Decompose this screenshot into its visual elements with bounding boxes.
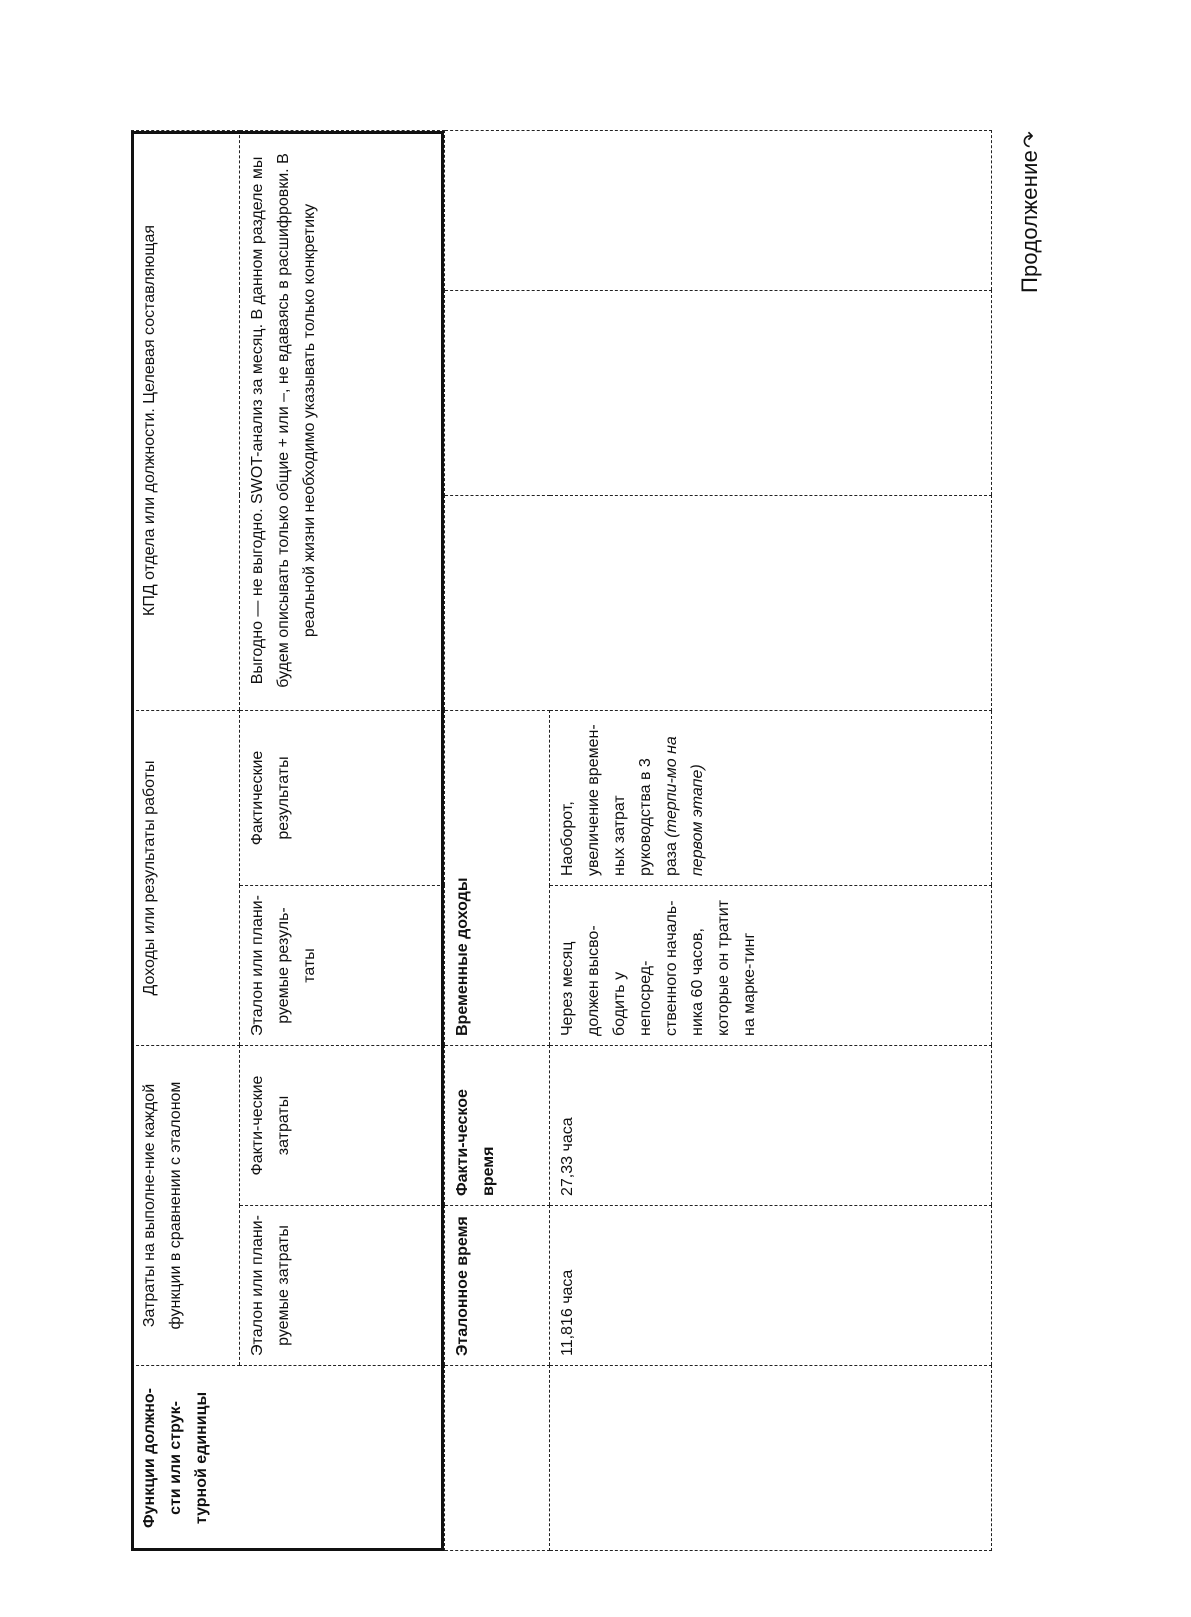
header-results-actual: Фактические результаты	[240, 710, 445, 885]
header-kpd-text: Выгодно — не выгодно. SWOT-анализ за месяц. В данном разделе мы будем описывать только общие + или –, не вдаваясь в расшифровки. В реальной жизни необходимо указывать только конкретику	[240, 130, 445, 710]
kpd-cell-1	[445, 495, 992, 710]
sub-time-income: Временные доходы	[445, 710, 550, 1045]
header-costs-planned: Эталон или плани-руемые затраты	[240, 1206, 445, 1366]
continuation-note	[1017, 131, 1043, 431]
rotated-page	[131, 131, 1042, 1551]
row-result-actual	[550, 710, 992, 885]
row-actual-time: 27,33 часа	[550, 1046, 992, 1206]
row-result-planned: Через месяц должен высво-бодить у непосред-ственного началь-ника 60 часов, которые он тратит на марке-тинг	[550, 886, 992, 1046]
kpd-cell-3	[445, 130, 992, 290]
sub-empty-functions	[445, 1366, 550, 1551]
header-results-planned: Эталон или плани-руемые резуль-таты	[240, 886, 445, 1046]
header-results-group: Доходы или результаты работы	[132, 710, 240, 1045]
row-empty-functions	[550, 1366, 992, 1551]
header-functions: Функции должно-сти или струк-турной единицы	[132, 1366, 445, 1551]
row-result-actual-main: Наоборот, увеличение времен-ных затрат руководства в 3 раза	[559, 724, 680, 876]
row-result-actual-italic: (терпи-мо на первом этапе)	[663, 736, 706, 876]
sub-reference-time: Эталонное время	[445, 1206, 550, 1366]
header-kpd: КПД отдела или должности. Целевая составляющая	[132, 130, 240, 710]
sub-actual-time: Факти-ческое время	[445, 1046, 550, 1206]
continuation-label: Продолжение	[1017, 149, 1042, 294]
kpd-cell-2	[445, 290, 992, 495]
header-costs-group: Затраты на выполне-ние каждой функции в сравнении с эталоном	[132, 1046, 240, 1366]
row-reference-time: 11,816 часа	[550, 1206, 992, 1366]
kpi-table	[131, 130, 992, 1551]
header-costs-actual: Факти-ческие затраты	[240, 1046, 445, 1206]
page-turn-icon: ↷	[1020, 131, 1042, 148]
